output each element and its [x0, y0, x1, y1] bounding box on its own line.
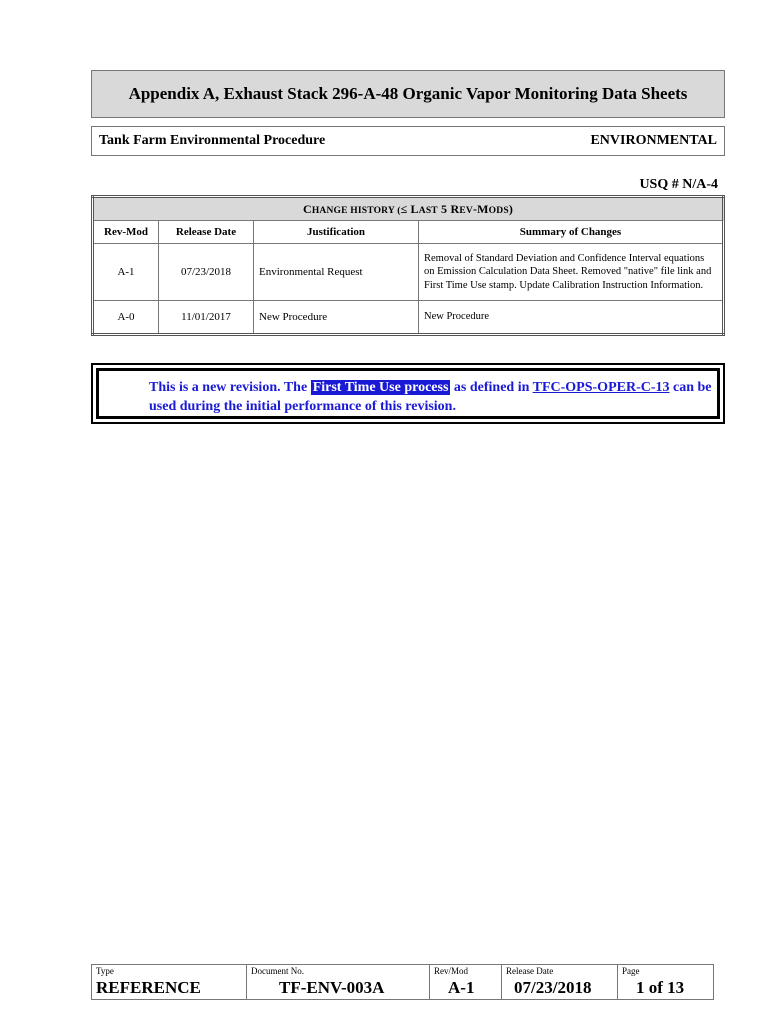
first-time-use-link[interactable]: First Time Use process	[312, 380, 449, 395]
footer-release-date: Release Date 07/23/2018	[502, 965, 618, 999]
revision-notice-box	[91, 363, 725, 424]
footer-rev-mod: Rev/Mod A-1	[430, 965, 502, 999]
tfc-ops-oper-link[interactable]: TFC-OPS-OPER-C-13	[532, 380, 670, 395]
rev-mod-cell: A-0	[93, 301, 159, 335]
procedure-name: Tank Farm Environmental Procedure	[99, 133, 326, 148]
summary-cell: Removal of Standard Deviation and Confidence Interval equations on Emission Calculation Data Sheet. Removed "native" file link and First Time Use stamp. Update Calibration Instruction Information.	[419, 244, 724, 301]
rev-mod-cell: A-1	[93, 244, 159, 301]
procedure-category: ENVIRONMENTAL	[590, 133, 717, 148]
footer-document-number: Document No. TF-ENV-003A	[247, 965, 430, 999]
usq-number: USQ # N/A-4	[639, 177, 718, 192]
table-header-row	[93, 221, 724, 244]
change-history-caption: CHANGE HISTORY (≤ LAST 5 REV-MODS)	[93, 197, 724, 221]
release-date-cell: 07/23/2018	[159, 244, 254, 301]
column-header: Rev-Mod	[93, 221, 159, 244]
column-header: Justification	[254, 221, 419, 244]
procedure-header	[91, 126, 725, 156]
revision-notice-text: This is a new revision. The First Time Use process as defined in TFC-OPS-OPER-C-13 can be used during the initial performance of this revision.	[96, 368, 720, 419]
column-header: Release Date	[159, 221, 254, 244]
document-footer	[91, 964, 714, 1000]
table-row	[93, 244, 724, 301]
release-date-cell: 11/01/2017	[159, 301, 254, 335]
justification-cell: New Procedure	[254, 301, 419, 335]
title-text: Appendix A, Exhaust Stack 296-A-48 Organic Vapor Monitoring Data Sheets	[128, 84, 688, 103]
column-header: Summary of Changes	[419, 221, 724, 244]
table-row	[93, 301, 724, 335]
document-title	[91, 70, 725, 118]
justification-cell: Environmental Request	[254, 244, 419, 301]
change-history-table	[91, 195, 725, 336]
footer-type: Type REFERENCE	[92, 965, 247, 999]
footer-page: Page 1 of 13	[622, 966, 685, 997]
summary-cell: New Procedure	[419, 301, 724, 335]
